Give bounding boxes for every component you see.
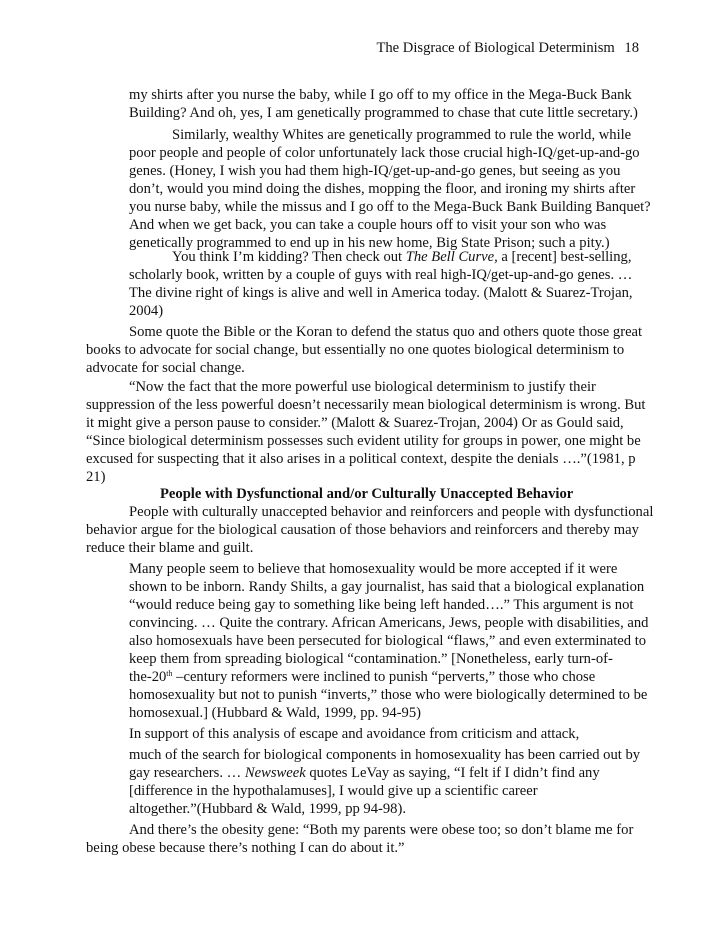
text-line: poor people and people of color unfortunately lack those crucial high-IQ/get-up-and-go bbox=[129, 145, 640, 161]
text-line: altogether.”(Hubbard & Wald, 1999, pp 94-98). bbox=[129, 801, 406, 817]
publication-title: Newsweek bbox=[244, 765, 306, 781]
text-line: And there’s the obesity gene: “Both my parents were obese too; so don’t blame me for bbox=[129, 822, 634, 838]
text-line: keep them from spreading biological “contamination.” [Nonetheless, early turn-of- bbox=[129, 651, 613, 667]
text-line: “Now the fact that the more powerful use biological determinism to justify their bbox=[129, 379, 596, 395]
text-span: gay researchers. … bbox=[129, 765, 245, 781]
text-line: In support of this analysis of escape and avoidance from criticism and attack, bbox=[129, 726, 580, 742]
text-line: books to advocate for social change, but essentially no one quotes biological determinism to bbox=[86, 342, 625, 358]
text-line: also homosexuals have been persecuted for biological “flaws,” and even exterminated to bbox=[129, 633, 647, 649]
text-line: convincing. … Quite the contrary. African Americans, Jews, people with disabilities, and bbox=[129, 615, 649, 631]
text-span: –century reformers were inclined to punish “perverts,” those who chose bbox=[172, 669, 596, 685]
text-line: scholarly book, written by a couple of guys with real high-IQ/get-up-and-go genes. … bbox=[129, 267, 633, 283]
text-line: homosexuality but not to punish “inverts,” those who were biologically determined to be bbox=[129, 687, 648, 703]
text-line: being obese because there’s nothing I can do about it.” bbox=[86, 840, 405, 856]
running-header bbox=[376, 40, 639, 57]
text-span: quotes LeVay as saying, “I felt if I didn’t find any bbox=[305, 765, 600, 781]
text-line: 21) bbox=[86, 469, 106, 485]
section-heading: People with Dysfunctional and/or Culturally Unaccepted Behavior bbox=[160, 486, 574, 502]
text-span: the-20 bbox=[129, 669, 167, 685]
text-line: genetically programmed to end up in his new home, Big State Prison; such a pity.) bbox=[129, 235, 610, 251]
text-line: [difference in the hypothalamuses], I would give up a scientific career bbox=[129, 783, 538, 799]
text-line: People with culturally unaccepted behavior and reinforcers and people with dysfunctional bbox=[129, 504, 654, 520]
text-line: behavior argue for the biological causation of those behaviors and reinforcers and thereby may bbox=[86, 522, 639, 538]
text-line: genes. (Honey, I wish you had them high-IQ/get-up-and-go genes, but seeing as you bbox=[129, 163, 621, 179]
text-line: Similarly, wealthy Whites are genetically programmed to rule the world, while bbox=[172, 127, 632, 143]
text-line: you nurse baby, while the missus and I go off to the Mega-Buck Bank Building Banquet? bbox=[129, 199, 651, 215]
page-number: 18 bbox=[624, 40, 639, 56]
text-line: much of the search for biological components in homosexuality has been carried out by bbox=[129, 747, 641, 763]
text-line: don’t, would you mind doing the dishes, mopping the floor, and ironing my shirts after bbox=[129, 181, 636, 197]
text-line bbox=[129, 668, 595, 686]
text-line: 2004) bbox=[129, 303, 164, 319]
text-line: my shirts after you nurse the baby, while I go off to my office in the Mega-Buck Bank bbox=[129, 87, 632, 103]
text-line: reduce their blame and guilt. bbox=[86, 540, 254, 556]
running-title: The Disgrace of Biological Determinism bbox=[376, 40, 615, 56]
text-span: a [recent] best-selling, bbox=[497, 249, 632, 265]
text-line: homosexual.] (Hubbard & Wald, 1999, pp. 94-95) bbox=[129, 705, 422, 721]
text-line: “Since biological determinism possesses such evident utility for groups in power, one might be bbox=[86, 433, 641, 449]
text-line bbox=[129, 764, 600, 782]
text-line: suppression of the less powerful doesn’t necessarily mean biological determinism is wrong. But bbox=[86, 397, 646, 413]
text-line: Building? And oh, yes, I am genetically programmed to chase that cute little secretary.) bbox=[129, 105, 638, 121]
superscript: th bbox=[166, 669, 173, 678]
text-line: Many people seem to believe that homosexuality would be more accepted if it were bbox=[129, 561, 618, 577]
text-line: advocate for social change. bbox=[86, 360, 245, 376]
book-title: The Bell Curve, bbox=[405, 249, 498, 265]
text-span: You think I’m kidding? Then check out bbox=[172, 249, 406, 265]
text-line bbox=[172, 248, 631, 266]
text-line: And when we get back, you can take a couple hours off to visit your son who was bbox=[129, 217, 607, 233]
text-line: shown to be inborn. Randy Shilts, a gay journalist, has said that a biological explanation bbox=[129, 579, 645, 595]
text-line: The divine right of kings is alive and well in America today. (Malott & Suarez-Trojan, bbox=[129, 285, 633, 301]
text-line: Some quote the Bible or the Koran to defend the status quo and others quote those great bbox=[129, 324, 643, 340]
text-line: it might give a person pause to consider.” (Malott & Suarez-Trojan, 2004) Or as Gould said, bbox=[86, 415, 624, 431]
text-line: “would reduce being gay to something like being left handed….” This argument is not bbox=[129, 597, 634, 613]
text-line: excused for suspecting that it also arises in a political context, despite the denials ….”(1981, p bbox=[86, 451, 636, 467]
